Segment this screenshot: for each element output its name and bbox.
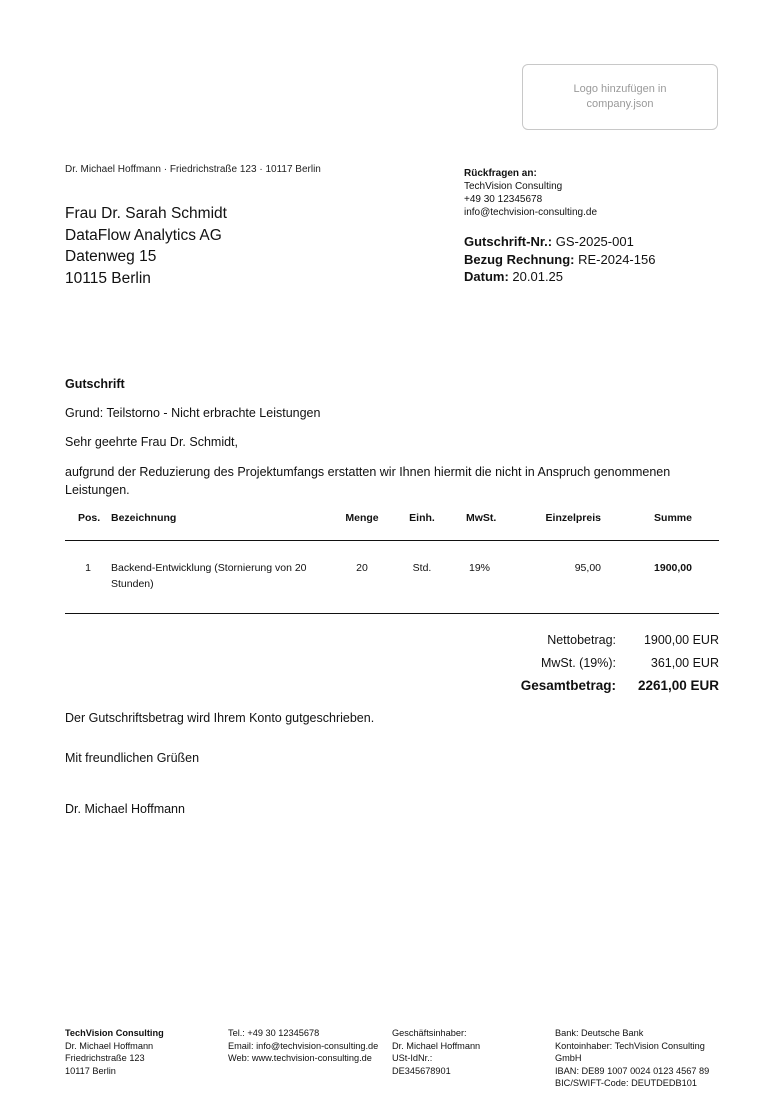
recipient-address	[65, 203, 227, 289]
net-label: Nettobetrag:	[547, 633, 616, 647]
footer-vat-id: DE345678901	[392, 1065, 451, 1076]
date-row	[464, 268, 655, 286]
footer-web: Web: www.techvision-consulting.de	[228, 1053, 372, 1063]
footer-bank: Bank: Deutsche Bank	[555, 1028, 644, 1038]
credit-reason: Grund: Teilstorno - Nicht erbrachte Leistungen	[65, 406, 321, 420]
document-title: Gutschrift	[65, 377, 125, 391]
footer-owner: Dr. Michael Hoffmann	[392, 1040, 481, 1051]
footer-bank-column	[555, 1027, 720, 1090]
credit-note-text: Der Gutschriftsbetrag wird Ihrem Konto gutgeschrieben.	[65, 711, 375, 725]
contact-company: TechVision Consulting	[464, 181, 563, 192]
row-unit: Std.	[412, 562, 432, 574]
vat-amount: 361,00 EUR	[650, 656, 719, 670]
table-header-divider	[65, 540, 719, 541]
credit-number-row	[464, 233, 655, 251]
recipient-city: 10115 Berlin	[65, 269, 151, 287]
footer-company-name: TechVision Consulting	[65, 1028, 164, 1038]
row-vat: 19%	[469, 562, 491, 574]
invoice-reference-label: Bezug Rechnung:	[464, 251, 575, 267]
date-label: Datum:	[464, 269, 509, 284]
gross-label: Gesamtbetrag:	[520, 678, 616, 693]
recipient-street: Datenweg 15	[65, 248, 157, 265]
credit-number: GS-2025-001	[555, 234, 634, 249]
header-pos: Pos.	[78, 512, 101, 524]
recipient-company: DataFlow Analytics AG	[65, 226, 222, 244]
row-pos: 1	[85, 562, 91, 574]
footer-phone: Tel.: +49 30 12345678	[228, 1028, 320, 1038]
footer-email: Email: info@techvision-consulting.de	[228, 1040, 379, 1051]
row-quantity: 20	[356, 562, 368, 574]
header-unit-price: Einzelpreis	[545, 512, 601, 524]
header-description: Bezeichnung	[111, 512, 177, 524]
header-vat: MwSt.	[466, 512, 497, 524]
credit-number-label: Gutschrift-Nr.:	[464, 234, 553, 249]
footer-owner-name: Dr. Michael Hoffmann	[65, 1040, 154, 1051]
header-unit: Einh.	[409, 512, 435, 524]
gross-amount: 2261,00 EUR	[637, 678, 719, 693]
footer-owner-label: Geschäftsinhaber:	[392, 1028, 467, 1038]
footer-bic: BIC/SWIFT-Code: DEUTDEDB101	[555, 1078, 697, 1088]
invoice-reference-row	[464, 251, 655, 269]
vat-label: MwSt. (19%):	[540, 656, 616, 670]
logo-placeholder	[522, 64, 718, 130]
invoice-reference: RE-2024-156	[578, 251, 656, 267]
contact-phone: +49 30 12345678	[464, 194, 543, 205]
header-quantity: Menge	[345, 512, 379, 524]
regards-text: Mit freundlichen Grüßen	[65, 751, 200, 765]
footer-contact-column	[228, 1027, 390, 1065]
header-sum: Summe	[654, 512, 692, 524]
row-description: Backend-Entwicklung (Stornierung von 20 Stunden)	[111, 562, 307, 590]
footer-vat-id-label: USt-IdNr.:	[392, 1053, 433, 1063]
row-unit-price: 95,00	[574, 562, 601, 574]
recipient-name: Frau Dr. Sarah Schmidt	[65, 205, 227, 222]
intro-paragraph: aufgrund der Reduzierung des Projektumfangs erstatten wir Ihnen hiermit die nicht in Anspruch genommenen Leistungen.	[65, 465, 671, 497]
signature-name: Dr. Michael Hoffmann	[65, 802, 185, 816]
salutation: Sehr geehrte Frau Dr. Schmidt,	[65, 435, 238, 449]
footer-street: Friedrichstraße 123	[65, 1053, 145, 1063]
footer-legal-column	[392, 1027, 552, 1077]
row-sum: 1900,00	[654, 562, 692, 574]
contact-label: Rückfragen an:	[464, 168, 537, 179]
footer-company-column	[65, 1027, 225, 1077]
date-value: 20.01.25	[512, 269, 564, 284]
document-meta	[464, 233, 655, 286]
net-amount: 1900,00 EUR	[643, 633, 719, 647]
footer-iban: IBAN: DE89 1007 0024 0123 4567 89	[555, 1065, 710, 1076]
footer-city: 10117 Berlin	[65, 1065, 116, 1076]
contact-block	[464, 167, 597, 219]
contact-email: info@techvision-consulting.de	[464, 207, 598, 218]
footer-account-holder: Kontoinhaber: TechVision Consulting GmbH	[555, 1040, 705, 1063]
logo-placeholder-text: Logo hinzufügen in company.json	[573, 83, 667, 110]
table-bottom-divider	[65, 613, 719, 614]
sender-return-line: Dr. Michael Hoffmann · Friedrichstraße 123 · 10117 Berlin	[65, 164, 321, 175]
